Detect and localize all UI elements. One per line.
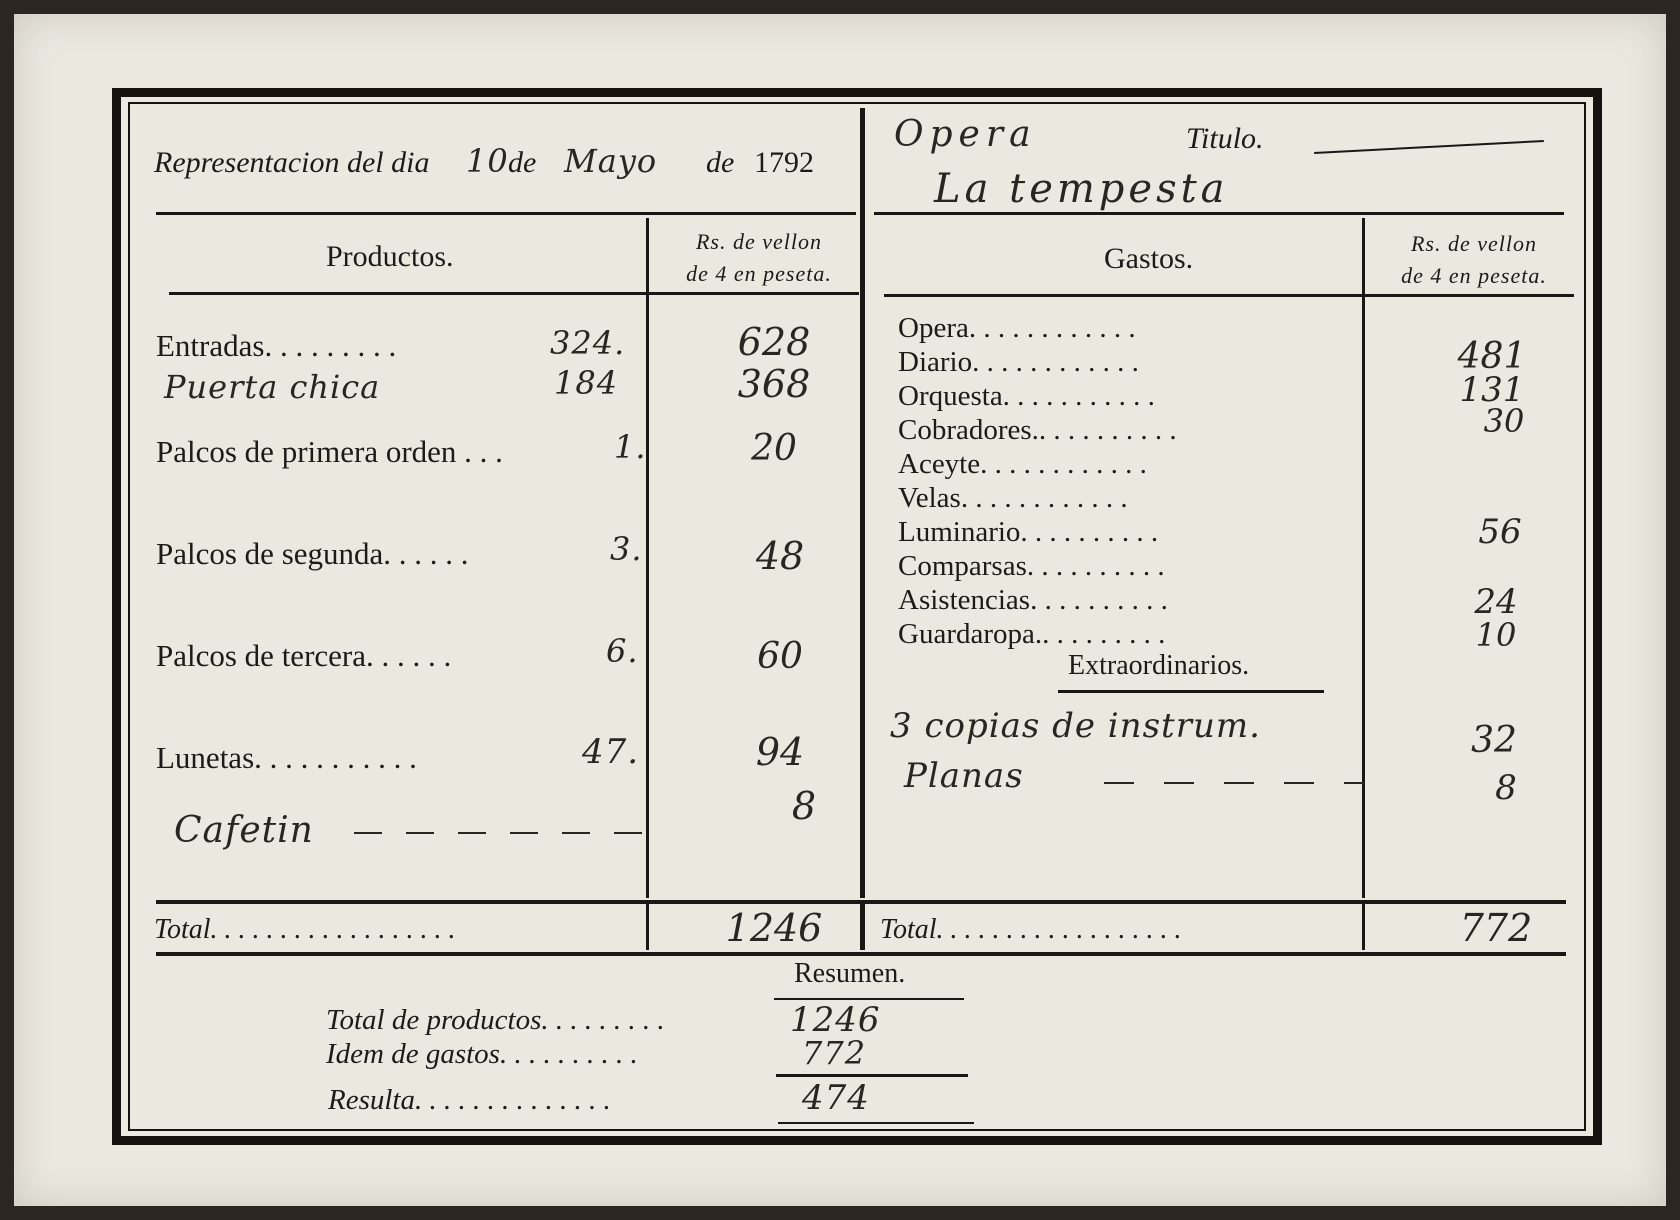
gastos-header-rule <box>884 294 1574 297</box>
productos-total-amount: 1246 <box>725 906 823 950</box>
gastos-row-aceyte-label: Aceyte. . . . . . . . . . . . <box>898 448 1147 480</box>
gastos-row-cobradores-label: Cobradores.. . . . . . . . . . <box>898 414 1177 446</box>
resumen-gastos-label: Idem de gastos. . . . . . . . . . <box>326 1038 638 1070</box>
extraordinarios-header: Extraordinarios. <box>1068 650 1250 681</box>
resumen-gastos-value: 772 <box>802 1034 867 1072</box>
productos-row-palcos2-label: Palcos de segunda. . . . . . <box>156 536 469 571</box>
productos-row-palcos1-label: Palcos de primera orden . . . <box>156 434 503 469</box>
gastos-row-velas-label: Velas. . . . . . . . . . . . <box>898 482 1128 514</box>
gastos-row-diario-label: Diario. . . . . . . . . . . . <box>898 346 1139 378</box>
productos-row-puerta-label: Puerta chica <box>164 368 381 406</box>
gastos-row-comparsas-label: Comparsas. . . . . . . . . . <box>898 550 1165 582</box>
resumen-productos-label: Total de productos. . . . . . . . . <box>326 1004 665 1036</box>
month-handwritten: Mayo <box>564 142 658 180</box>
representacion-label: Representacion del dia <box>154 146 430 179</box>
header-rule-right <box>874 212 1564 215</box>
productos-header: Productos. <box>326 240 454 273</box>
productos-row-palcos3-count: 6. <box>606 632 639 670</box>
productos-row-lunetas-count: 47. <box>582 732 640 772</box>
gastos-row-luminario-amount: 56 <box>1478 512 1522 552</box>
productos-unit-line2: de 4 en peseta. <box>686 261 832 286</box>
genre-handwritten: Opera <box>894 114 1037 155</box>
gastos-amount-divider <box>1362 218 1365 898</box>
titulo-label: Titulo. <box>1186 122 1264 155</box>
gastos-row-orquesta-label: Orquesta. . . . . . . . . . . <box>898 380 1155 412</box>
gastos-extra-copias-label: 3 copias de instrum. <box>890 706 1261 746</box>
day-handwritten: 10 <box>466 142 509 180</box>
totals-center-divider <box>860 902 865 950</box>
extraordinarios-rule <box>1058 690 1324 693</box>
gastos-total-divider <box>1362 902 1365 950</box>
productos-row-puerta-amount: 368 <box>737 362 811 406</box>
productos-row-entradas-amount: 628 <box>737 320 811 364</box>
productos-total-label: Total. . . . . . . . . . . . . . . . . . <box>154 914 456 945</box>
productos-row-lunetas-label: Lunetas. . . . . . . . . . . <box>156 740 417 775</box>
productos-unit-line1: Rs. de vellon <box>695 229 823 254</box>
resumen-productos-value: 1246 <box>790 1000 881 1040</box>
totals-bottom-rule <box>156 952 1566 956</box>
center-divider <box>860 108 865 898</box>
productos-row-puerta-count: 184 <box>554 364 619 402</box>
document-paper <box>14 14 1666 1206</box>
gastos-total-label: Total. . . . . . . . . . . . . . . . . . <box>880 914 1182 945</box>
cafetin-dash-line <box>354 832 654 834</box>
gastos-row-diario-amount: 481 <box>1457 336 1527 377</box>
productos-row-palcos2-amount: 48 <box>755 534 805 578</box>
gastos-row-guardaropa-label: Guardaropa.. . . . . . . . . <box>898 618 1166 650</box>
gastos-row-opera-label: Opera. . . . . . . . . . . . <box>898 312 1136 344</box>
gastos-row-asistencias-amount: 24 <box>1474 582 1518 622</box>
title-handwritten: La tempesta <box>934 166 1229 212</box>
resumen-resulta-label: Resulta. . . . . . . . . . . . . . <box>328 1084 611 1116</box>
de-label-2: de <box>706 146 735 179</box>
productos-row-cafetin-label: Cafetin <box>174 810 314 851</box>
gastos-row-cobradores-amount: 30 <box>1483 402 1525 440</box>
gastos-extra-planas-label: Planas <box>904 756 1024 796</box>
header-rule-left <box>156 212 856 215</box>
productos-row-palcos3-amount: 60 <box>757 636 803 677</box>
gastos-unit-line1: Rs. de vellon <box>1410 231 1538 256</box>
gastos-extra-planas-amount: 8 <box>1495 768 1517 808</box>
productos-row-entradas-label: Entradas. . . . . . . . . <box>156 328 397 363</box>
de-label-1: de <box>508 146 537 179</box>
resumen-resulta-value: 474 <box>802 1078 870 1118</box>
productos-row-palcos1-count: 1. <box>614 428 647 466</box>
gastos-row-guardaropa-amount: 10 <box>1475 616 1517 654</box>
gastos-header: Gastos. <box>1104 242 1194 275</box>
gastos-total-amount: 772 <box>1459 906 1533 950</box>
productos-row-lunetas-amount: 94 <box>755 730 805 774</box>
planas-dash-line <box>1104 782 1364 784</box>
productos-row-cafetin-amount: 8 <box>791 784 817 828</box>
year: 1792 <box>754 146 814 179</box>
productos-row-palcos1-amount: 20 <box>751 428 797 469</box>
gastos-row-asistencias-label: Asistencias. . . . . . . . . . <box>898 584 1168 616</box>
productos-row-palcos2-count: 3. <box>610 530 643 568</box>
productos-row-palcos3-label: Palcos de tercera. . . . . . <box>156 638 452 673</box>
productos-row-entradas-count: 324. <box>550 324 626 362</box>
gastos-extra-copias-amount: 32 <box>1471 720 1517 761</box>
gastos-unit-line2: de 4 en peseta. <box>1401 263 1547 288</box>
gastos-row-orquesta-amount: 131 <box>1459 370 1525 410</box>
productos-amount-divider <box>646 218 649 898</box>
resumen-header: Resumen. <box>794 958 906 989</box>
gastos-row-luminario-label: Luminario. . . . . . . . . . <box>898 516 1159 548</box>
productos-header-rule <box>169 292 859 295</box>
resumen-sum-rule <box>776 1074 968 1077</box>
resumen-bottom-rule <box>778 1122 974 1124</box>
productos-total-divider <box>646 902 649 950</box>
